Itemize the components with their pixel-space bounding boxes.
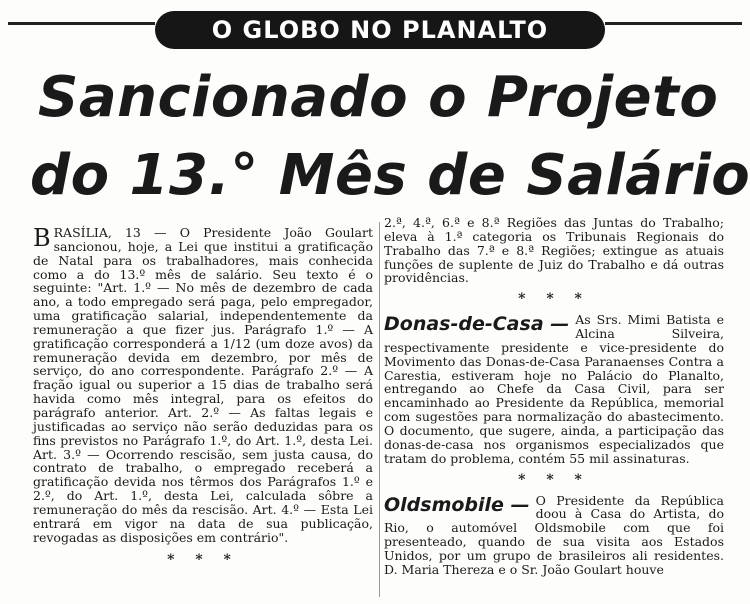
brief-title: Donas-de-Casa — <box>384 313 570 336</box>
article-body <box>33 226 373 544</box>
banner-rule-left <box>8 22 155 25</box>
brief-donas-de-casa <box>384 313 724 465</box>
headline-line-2: do 13.° Mês de Salário <box>30 143 750 208</box>
article-column-right <box>384 216 724 577</box>
column-divider <box>379 222 380 597</box>
brief-text: O Presidente da República doou à Casa do Artista, do Rio, o automóvel Oldsmobile com que foi presenteado, quando de sua visita aos Estados Unidos, por um grupo de brasileiros ali residentes. D. Maria Thereza e o Sr. João Goulart houve <box>384 492 724 577</box>
brief-text: As Srs. Mimi Batista e Alcina Silveira, respectivamente presidente e vice-presidente do Movimento das Donas-de-Casa Paranaenses Contra a Carestia, estiveram hoje no Palácio do Planalto, entregando ao Chefe da Casa Civil, para ser encaminhado ao Presidente da República, memorial com sugestões para normalização do abastecimento. O documento, que sugere, ainda, a participação das donas-de-casa nos organismos especializados que tratam do problema, contém 55 mil assinaturas. <box>384 312 724 466</box>
headline-line-1: Sancionado o Projeto <box>38 65 719 130</box>
continuation-text: 2.ª, 4.ª, 6.ª e 8.ª Regiões das Juntas do Trabalho; eleva à 1.ª categoria os Tribunais Regionais do Trabalho das 7.ª e 8.ª Regiões; extingue as atuais funções de suplente de Juiz do Trabalho e dá outras providências. <box>384 215 724 286</box>
separator-stars: * * * <box>518 471 590 488</box>
section-banner: O GLOBO NO PLANALTO <box>155 11 605 49</box>
separator-stars: * * * <box>167 552 239 569</box>
article-column-left <box>33 226 373 574</box>
article-text: RASÍLIA, 13 — O Presidente João Goulart sancionou, hoje, a Lei que institui a gratificação de Natal para os trabalhadores, mais conhecida como a do 13.º mês de salário. Seu texto é o seguinte: "Art. 1.º — No mês de dezembro de cada ano, a todo empregado será paga, pelo empregador, uma gratificação salarial, independentemente da remuneração a que fizer jus. Parágrafo 1.º — A gratificação corresponderá a 1/12 (um doze avos) da remuneração devida em dezembro, por mês de serviço, do ano correspondente. Parágrafo 2.º — A fração igual ou superior a 15 dias de trabalho será havida como mês integral, para os efeitos do parágrafo anterior. Art. 2.º — As faltas legais e justificadas ao serviço não serão deduzidas para os fins previstos no Parágrafo 1.º, do Art. 1.º, desta Lei. Art. 3.º — Ocorrendo rescisão, sem justa causa, do contrato de trabalho, o empregado receberá a gratificação devida nos têrmos dos Parágrafos 1.º e 2.º, do Art. 1.º, desta Lei, calculada sôbre a remuneração do mês da rescisão. Art. 4.º — Esta Lei entrará em vigor na data de sua publicação, revogadas as disposições em contrário". <box>33 225 373 545</box>
drop-cap: B <box>33 224 51 252</box>
banner-rule-right <box>605 22 742 25</box>
brief-title: Oldsmobile — <box>384 493 530 516</box>
brief-oldsmobile <box>384 494 724 577</box>
separator-stars: * * * <box>518 291 590 308</box>
